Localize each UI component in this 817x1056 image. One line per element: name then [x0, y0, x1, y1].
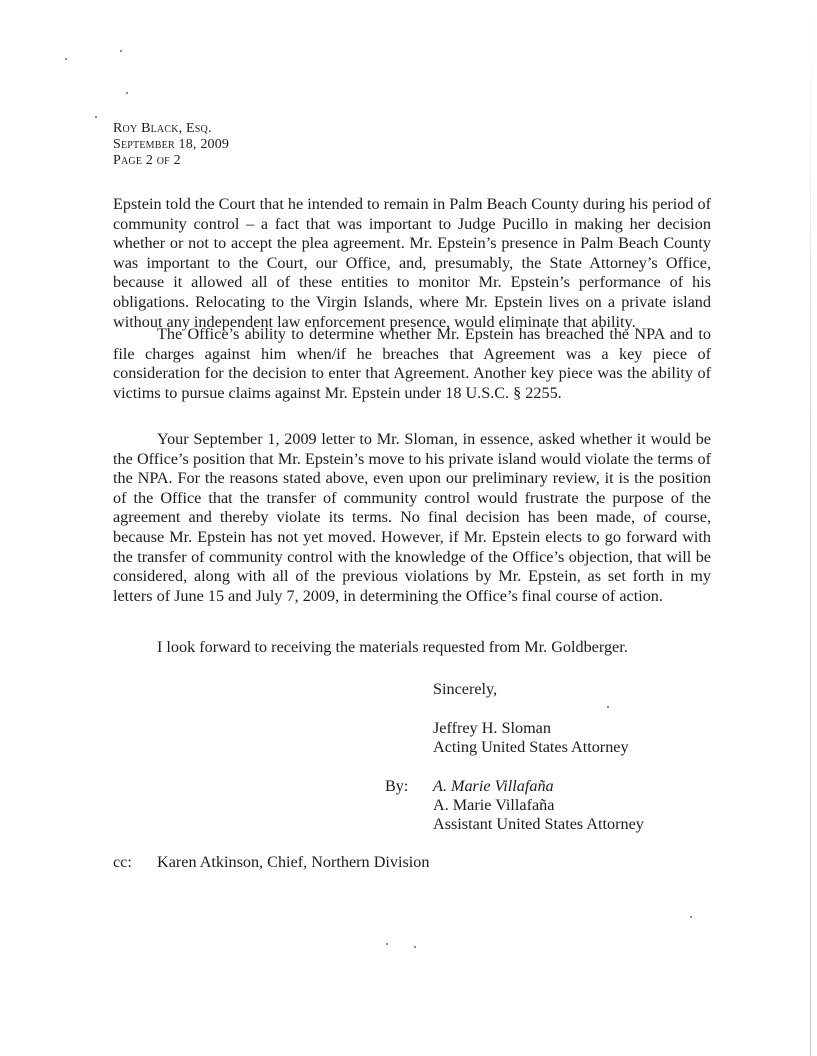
agent-title: Assistant United States Attorney [433, 815, 644, 833]
body-paragraph-3: Your September 1, 2009 letter to Mr. Sloman, in essence, asked whether it would be the Office’s position that Mr. Epstein’s move to his private island would violate the terms of the NPA. For the reasons stated above, even upon our preliminary review, it is the position of the Office that the transfer of community control would frustrate the purpose of the agreement and thereby violate its terms. No final decision has been made, of course, because Mr. Epstein has not yet moved. However, if Mr. Epstein elects to go forward with the transfer of community control with the knowledge of the Office’s objection, that will be considered, along with all of the previous violations by Mr. Epstein, as set forth in my letters of June 15 and July 7, 2009, in determining the Office’s final course of action. [113, 430, 711, 605]
body-paragraph-1: Epstein told the Court that he intended to remain in Palm Beach County during his period of community control – a fact that was important to Judge Pucillo in making her decision whether or not to accept the plea agreement. Mr. Epstein’s presence in Palm Beach County was important to the Court, our Office, and, presumably, the State Attorney’s Office, because it allowed all of these entities to monitor Mr. Epstein’s performance of his obligations. Relocating to the Virgin Islands, where Mr. Epstein lives on a private island without any independent law enforcement presence, would eliminate that ability. [113, 195, 711, 331]
body-paragraph-2: The Office’s ability to determine whether Mr. Epstein has breached the NPA and to file charges against him when/if he breaches that Agreement was a key piece of consideration for the decision to enter that Agreement. Another key piece was the ability of victims to pursue claims against Mr. Epstein under 18 U.S.C. § 2255. [113, 325, 711, 402]
scan-speck [126, 92, 128, 94]
scan-speck [690, 916, 692, 918]
body-paragraph-4: I look forward to receiving the materials requested from Mr. Goldberger. [157, 638, 628, 656]
closing-salutation: Sincerely, [433, 680, 498, 698]
cc-recipient: Karen Atkinson, Chief, Northern Division [157, 853, 430, 871]
header-recipient: Roy Black, Esq. [113, 121, 212, 136]
scan-page-edge [810, 0, 811, 1056]
scan-speck [65, 58, 67, 60]
by-label: By: [385, 777, 409, 795]
signer-name: Jeffrey H. Sloman [433, 719, 551, 737]
scan-speck [95, 116, 97, 118]
scan-speck [386, 943, 388, 945]
signature: A. Marie Villafaña [433, 777, 554, 795]
cc-label: cc: [113, 853, 132, 871]
agent-name: A. Marie Villafaña [433, 796, 555, 814]
scan-speck [414, 946, 416, 948]
scan-speck [607, 706, 609, 708]
header-page-number: Page 2 of 2 [113, 153, 181, 168]
header-date: September 18, 2009 [113, 137, 230, 152]
signer-title: Acting United States Attorney [433, 738, 629, 756]
scan-speck [120, 50, 122, 52]
